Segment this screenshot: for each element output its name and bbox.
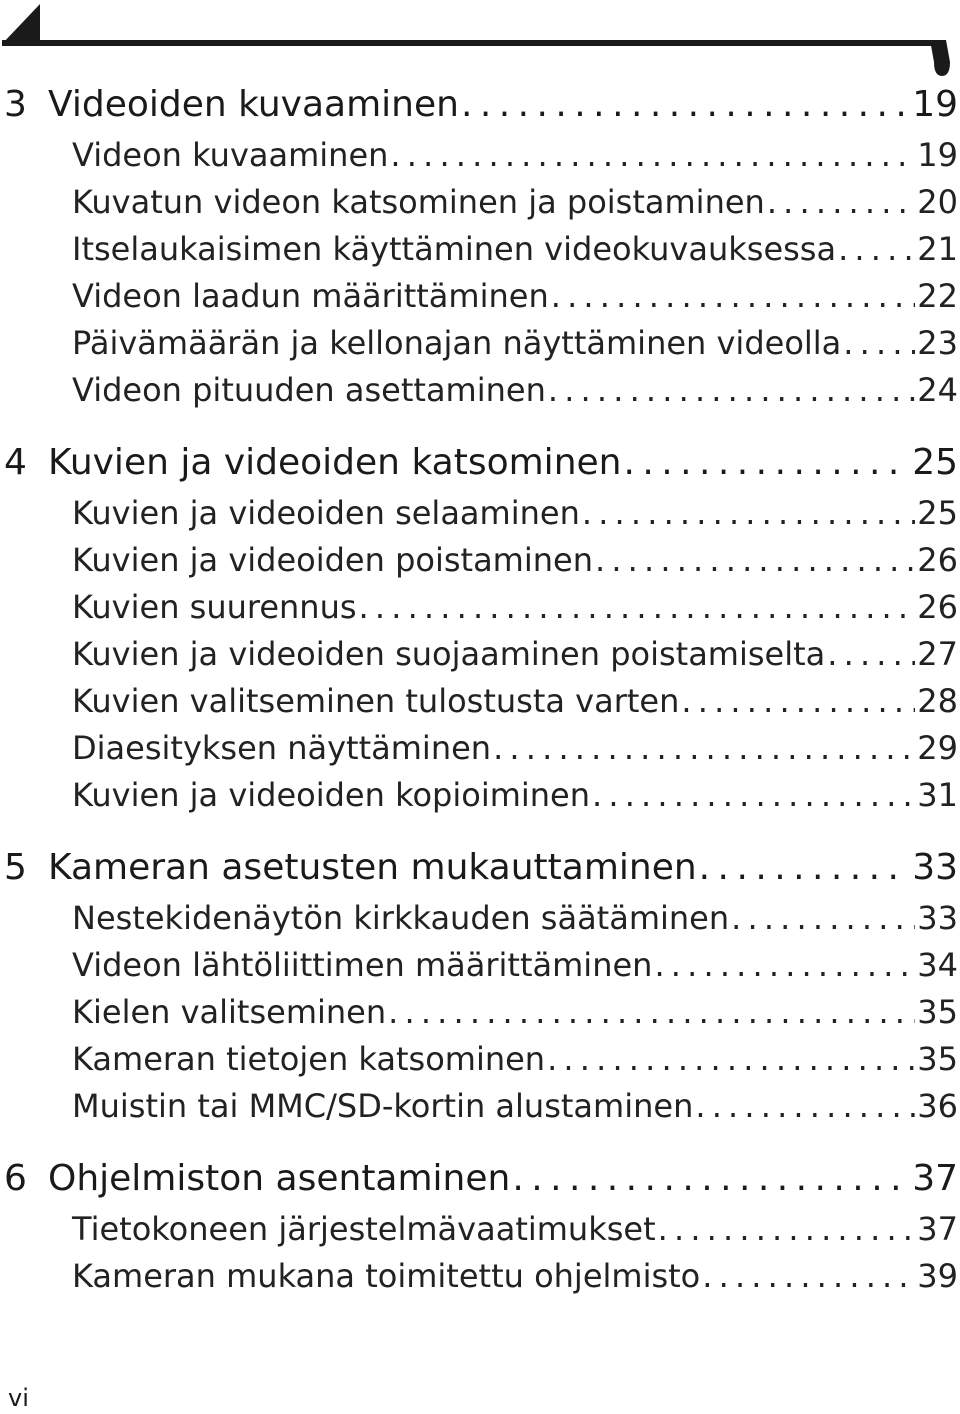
dot-leader [767, 179, 915, 226]
section-title: Kuvien ja videoiden selaaminen [72, 494, 580, 532]
chapter-number: 5 [4, 847, 27, 888]
chapter-number: 3 [4, 84, 27, 125]
section-entry[interactable] [0, 678, 958, 725]
dot-leader [699, 841, 911, 895]
section-page: 27 [917, 635, 958, 673]
dot-leader [827, 631, 915, 678]
section-page: 31 [917, 776, 958, 814]
chapter-page: 19 [912, 84, 958, 125]
dot-leader [461, 78, 910, 132]
section-title: Kameran tietojen katsominen [72, 1040, 546, 1078]
section-page: 22 [917, 277, 958, 315]
dot-leader [658, 1206, 916, 1253]
section-page: 35 [917, 993, 958, 1031]
section-title: Videon pituuden asettaminen [72, 371, 546, 409]
section-entry[interactable] [0, 273, 958, 320]
section-page: 25 [917, 494, 958, 532]
section-page: 34 [917, 946, 958, 984]
dot-leader [592, 772, 915, 819]
section-entry[interactable] [0, 226, 958, 273]
dot-leader [595, 537, 915, 584]
dot-leader [838, 226, 915, 273]
section-entry[interactable] [0, 725, 958, 772]
section-title: Kuvien suurennus [72, 588, 357, 626]
section-entry[interactable] [0, 490, 958, 537]
dot-leader [681, 678, 915, 725]
dot-leader [551, 273, 916, 320]
section-entry[interactable] [0, 584, 958, 631]
section-entry[interactable] [0, 1083, 958, 1130]
dot-leader [548, 367, 915, 414]
chapter-number: 6 [4, 1158, 27, 1199]
dot-leader [390, 132, 915, 179]
section-title: Kuvien ja videoiden poistaminen [72, 541, 593, 579]
section-entry[interactable] [0, 1206, 958, 1253]
section-page: 29 [917, 729, 958, 767]
section-title: Kuvien ja videoiden suojaaminen poistamiselta [72, 635, 826, 673]
section-entry[interactable] [0, 772, 958, 819]
section-entry[interactable] [0, 1036, 958, 1083]
section-title: Nestekidenäytön kirkkauden säätäminen [72, 899, 730, 937]
section-title: Videon kuvaaminen [72, 136, 389, 174]
section-page: 21 [917, 230, 958, 268]
dot-leader [359, 584, 916, 631]
chapter-entry[interactable] [0, 841, 958, 895]
dot-leader [388, 989, 915, 1036]
toc-chapter [0, 1152, 958, 1300]
section-entry[interactable] [0, 989, 958, 1036]
section-page: 33 [917, 899, 958, 937]
section-title: Muistin tai MMC/SD-kortin alustaminen [72, 1087, 694, 1125]
chapter-number: 4 [4, 442, 27, 483]
section-title: Tietokoneen järjestelmävaatimukset [72, 1210, 656, 1248]
dot-leader [843, 320, 915, 367]
section-title: Kielen valitseminen [72, 993, 387, 1031]
section-page: 26 [917, 541, 958, 579]
section-title: Kuvien valitseminen tulostusta varten [72, 682, 680, 720]
dot-leader [582, 490, 915, 537]
dot-leader [493, 725, 915, 772]
section-entry[interactable] [0, 631, 958, 678]
header-rule [0, 0, 960, 80]
section-entry[interactable] [0, 537, 958, 584]
section-entry[interactable] [0, 1253, 958, 1300]
section-entry[interactable] [0, 895, 958, 942]
section-page: 26 [917, 588, 958, 626]
section-page: 23 [917, 324, 958, 362]
chapter-title: Kameran asetusten mukauttaminen [48, 847, 697, 888]
section-title: Kuvien ja videoiden kopioiminen [72, 776, 591, 814]
section-page: 37 [917, 1210, 958, 1248]
section-page: 28 [917, 682, 958, 720]
dot-leader [547, 1036, 915, 1083]
section-page: 24 [917, 371, 958, 409]
section-title: Kuvatun videon katsominen ja poistaminen [72, 183, 765, 221]
dot-leader [654, 942, 915, 989]
chapter-page: 33 [912, 847, 958, 888]
chapter-page: 25 [912, 442, 958, 483]
section-entry[interactable] [0, 132, 958, 179]
page-number: vi [8, 1384, 29, 1412]
toc-chapter [0, 841, 958, 1130]
chapter-entry[interactable] [0, 436, 958, 490]
section-title: Diaesityksen näyttäminen [72, 729, 492, 767]
dot-leader [695, 1083, 915, 1130]
chapter-title: Ohjelmiston asentaminen [48, 1158, 511, 1199]
section-title: Kameran mukana toimitettu ohjelmisto [72, 1257, 701, 1295]
toc-chapter [0, 78, 958, 414]
table-of-contents [0, 78, 958, 1300]
dot-leader [512, 1152, 910, 1206]
toc-chapter [0, 436, 958, 819]
section-page: 39 [917, 1257, 958, 1295]
chapter-title: Videoiden kuvaaminen [48, 84, 459, 125]
dot-leader [623, 436, 910, 490]
dot-leader [731, 895, 915, 942]
chapter-page: 37 [912, 1158, 958, 1199]
section-page: 20 [917, 183, 958, 221]
section-entry[interactable] [0, 179, 958, 226]
section-title: Videon lähtöliittimen määrittäminen [72, 946, 653, 984]
chapter-entry[interactable] [0, 78, 958, 132]
section-entry[interactable] [0, 942, 958, 989]
section-title: Videon laadun määrittäminen [72, 277, 549, 315]
section-entry[interactable] [0, 320, 958, 367]
section-page: 35 [917, 1040, 958, 1078]
dot-leader [702, 1253, 915, 1300]
section-title: Itselaukaisimen käyttäminen videokuvauksessa [72, 230, 837, 268]
section-page: 19 [917, 136, 958, 174]
chapter-title: Kuvien ja videoiden katsominen [48, 442, 622, 483]
section-entry[interactable] [0, 367, 958, 414]
chapter-entry[interactable] [0, 1152, 958, 1206]
section-title: Päivämäärän ja kellonajan näyttäminen videolla [72, 324, 842, 362]
section-page: 36 [917, 1087, 958, 1125]
